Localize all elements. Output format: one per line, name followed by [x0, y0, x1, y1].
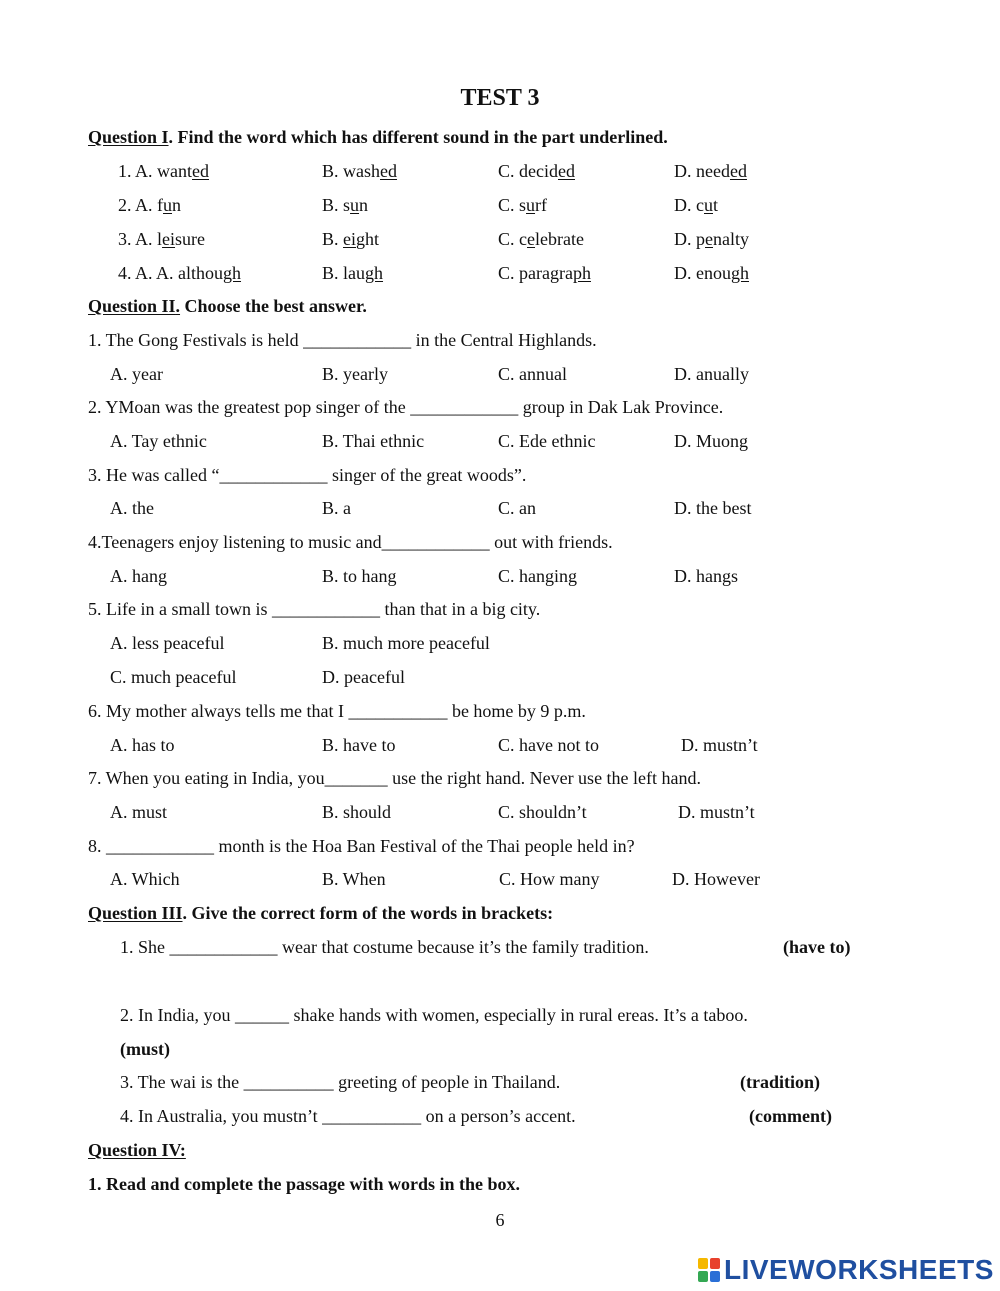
underlined-part: u: [350, 195, 360, 215]
underlined-part: ed: [729, 161, 747, 181]
q1-row-1-option-c[interactable]: [498, 160, 575, 182]
underlined-part: e: [705, 229, 713, 249]
word-part: lau: [343, 263, 366, 283]
word-part: rf: [535, 195, 548, 215]
q1-row-2-option-c[interactable]: [498, 194, 547, 216]
word-part: paragra: [519, 263, 573, 283]
q2-item-1-option-a[interactable]: A. year: [110, 364, 163, 384]
q1-row-4-option-a[interactable]: [118, 262, 241, 284]
word-part: c: [519, 229, 528, 249]
underlined-part: ph: [572, 263, 591, 283]
underlined-part: ed: [192, 161, 210, 181]
underlined-part: e: [527, 229, 536, 249]
q1-heading: [88, 126, 668, 148]
word-part: need: [696, 161, 730, 181]
q2-item-6-option-b[interactable]: B. have to: [322, 735, 396, 755]
q4-instruction: 1. Read and complete the passage with words in the box.: [88, 1174, 521, 1194]
underlined-part: ed: [380, 161, 398, 181]
q2-item-1-option-d[interactable]: D. anually: [674, 364, 749, 384]
q3-instruction: . Give the correct form of the words in brackets:: [182, 903, 554, 923]
q2-item-5: 5. Life in a small town is ____________ than that in a big city.: [88, 599, 541, 619]
underlined-part: gh: [365, 263, 384, 283]
q1-row-4-option-b[interactable]: [322, 262, 383, 284]
word-part: D.: [674, 263, 696, 283]
word-part: ght: [356, 229, 380, 249]
q2-item-4-option-c[interactable]: C. hanging: [498, 566, 577, 586]
q2-item-5-option-a[interactable]: A. less peaceful: [110, 633, 225, 653]
q2-item-5-option-d[interactable]: D. peaceful: [322, 667, 405, 687]
q1-instruction: . Find the word which has different sound in the part underlined.: [168, 127, 668, 147]
q1-row-1-option-b[interactable]: [322, 160, 397, 182]
logo-blocks-icon: [698, 1258, 720, 1282]
word-part: nalty: [713, 229, 749, 249]
word-part: sure: [175, 229, 206, 249]
word-part: B.: [322, 229, 344, 249]
q3-item-4-hint: (comment): [749, 1106, 832, 1126]
q2-item-3-option-b[interactable]: B. a: [322, 498, 351, 518]
q1-row-4-option-c[interactable]: [498, 262, 591, 284]
liveworksheets-logo[interactable]: [698, 1255, 994, 1285]
q3-item-4: 4. In Australia, you mustn’t ___________ on a person’s accent.: [120, 1106, 576, 1126]
q3-item-1-hint: (have to): [783, 937, 851, 957]
q2-item-1: 1. The Gong Festivals is held ____________ in the Central Highlands.: [88, 330, 597, 350]
q3-item-2-hint: (must): [120, 1039, 170, 1059]
q2-item-7: 7. When you eating in India, you_______ use the right hand. Never use the left hand.: [88, 768, 702, 788]
q2-item-7-option-b[interactable]: B. should: [322, 802, 392, 822]
word-part: C.: [498, 229, 520, 249]
q3-item-1: 1. She ____________ wear that costume because it’s the family tradition.: [120, 937, 649, 957]
q1-row-3-option-d[interactable]: [674, 228, 749, 250]
underlined-part: u: [163, 195, 173, 215]
word-part: want: [157, 161, 193, 181]
q1-row-1-option-a[interactable]: [118, 160, 209, 182]
q1-label: Question I: [88, 127, 169, 147]
underlined-part: gh: [223, 263, 242, 283]
q2-item-2-option-d[interactable]: D. Muong: [674, 431, 749, 451]
word-part: enou: [696, 263, 731, 283]
q2-item-2-option-a[interactable]: A. Tay ethnic: [110, 431, 207, 451]
q1-row-2-option-d[interactable]: [674, 194, 718, 216]
underlined-part: ei: [162, 229, 176, 249]
q2-item-2-option-b[interactable]: B. Thai ethnic: [322, 431, 425, 451]
q2-item-8: 8. ____________ month is the Hoa Ban Festival of the Thai people held in?: [88, 836, 635, 856]
q2-item-3-option-d[interactable]: D. the best: [674, 498, 752, 518]
underlined-part: gh: [731, 263, 749, 283]
q3-label: Question III: [88, 903, 183, 923]
q2-item-2: 2. YMoan was the greatest pop singer of the ____________ group in Dak Lak Province.: [88, 397, 724, 417]
q2-item-6-option-d[interactable]: D. mustn’t: [681, 735, 758, 755]
word-part: t: [713, 195, 719, 215]
q2-item-1-option-b[interactable]: B. yearly: [322, 364, 388, 384]
q2-item-1-option-c[interactable]: C. annual: [498, 364, 567, 384]
q3-item-3-hint: (tradition): [740, 1072, 820, 1092]
q2-item-7-option-c[interactable]: C. shouldn’t: [498, 802, 587, 822]
word-part: 1. A.: [118, 161, 158, 181]
q2-heading: Question II. Choose the best answer.: [88, 296, 367, 316]
word-part: B.: [322, 161, 344, 181]
underlined-part: u: [704, 195, 713, 215]
q2-item-4-option-d[interactable]: D. hangs: [674, 566, 738, 586]
word-part: decid: [519, 161, 558, 181]
q2-item-5-option-b[interactable]: B. much more peaceful: [322, 633, 490, 653]
q2-label: Question II: [88, 296, 176, 316]
underlined-part: ei: [343, 229, 357, 249]
q2-item-8-option-d[interactable]: D. However: [672, 869, 760, 889]
word-part: althou: [178, 263, 224, 283]
q2-instruction: Choose the best answer.: [184, 296, 367, 316]
q2-item-5-option-c[interactable]: C. much peaceful: [110, 667, 237, 687]
q2-item-3: 3. He was called “____________ singer of the great woods”.: [88, 465, 527, 485]
word-part: C.: [498, 263, 520, 283]
q1-row-1-option-d[interactable]: [674, 160, 747, 182]
q2-item-6-option-a[interactable]: A. has to: [110, 735, 175, 755]
q2-item-7-option-a[interactable]: A. must: [110, 802, 168, 822]
word-part: s: [519, 195, 527, 215]
q3-item-3: 3. The wai is the __________ greeting of people in Thailand.: [120, 1072, 561, 1092]
word-part: D.: [674, 229, 696, 249]
word-part: C.: [498, 195, 520, 215]
q2-item-6: 6. My mother always tells me that I ___________ be home by 9 p.m.: [88, 701, 586, 721]
word-part: C.: [498, 161, 520, 181]
q2-item-8-option-c[interactable]: C. How many: [499, 869, 600, 889]
q2-item-3-option-c[interactable]: C. an: [498, 498, 536, 518]
word-part: D.: [674, 161, 696, 181]
q2-item-3-option-a[interactable]: A. the: [110, 498, 154, 518]
underlined-part: u: [526, 195, 536, 215]
word-part: p: [696, 229, 705, 249]
q2-item-8-option-a[interactable]: A. Which: [110, 869, 180, 889]
word-part: n: [172, 195, 182, 215]
q1-row-3-option-c[interactable]: [498, 228, 584, 250]
word-part: D.: [674, 195, 696, 215]
word-part: B.: [322, 263, 344, 283]
q1-row-2-option-b[interactable]: [322, 194, 368, 216]
q2-item-4-option-a[interactable]: A. hang: [110, 566, 167, 586]
q4-label: Question IV:: [88, 1140, 186, 1160]
word-part: f: [157, 195, 164, 215]
q1-row-3-option-a[interactable]: [118, 228, 205, 250]
underlined-part: ed: [558, 161, 575, 181]
q2-item-4: 4.Teenagers enjoy listening to music and____________ out with friends.: [88, 532, 613, 552]
q1-row-3-option-b[interactable]: [322, 228, 379, 250]
q3-item-2: 2. In India, you ______ shake hands with women, especially in rural ereas. It’s a taboo.: [120, 1005, 748, 1025]
word-part: s: [343, 195, 351, 215]
word-part: B.: [322, 195, 344, 215]
word-part: l: [157, 229, 163, 249]
word-part: wash: [343, 161, 381, 181]
word-part: lebrate: [535, 229, 584, 249]
page-title: TEST 3: [460, 85, 540, 111]
q3-heading: [88, 902, 553, 924]
word-part: n: [359, 195, 369, 215]
q1-row-2-option-a[interactable]: [118, 194, 181, 216]
word-part: 4. A. A.: [118, 263, 179, 283]
q2-item-8-option-b[interactable]: B. When: [322, 869, 386, 889]
word-part: 2. A.: [118, 195, 158, 215]
logo-text: LIVEWORKSHEETS: [724, 1254, 994, 1285]
q2-item-2-option-c[interactable]: C. Ede ethnic: [498, 431, 596, 451]
page-number: 6: [495, 1210, 505, 1230]
q2-item-6-option-c[interactable]: C. have not to: [498, 735, 599, 755]
q2-item-4-option-b[interactable]: B. to hang: [322, 566, 397, 586]
q1-row-4-option-d[interactable]: [674, 262, 749, 284]
q2-item-7-option-d[interactable]: D. mustn’t: [678, 802, 755, 822]
word-part: c: [696, 195, 704, 215]
word-part: 3. A.: [118, 229, 158, 249]
